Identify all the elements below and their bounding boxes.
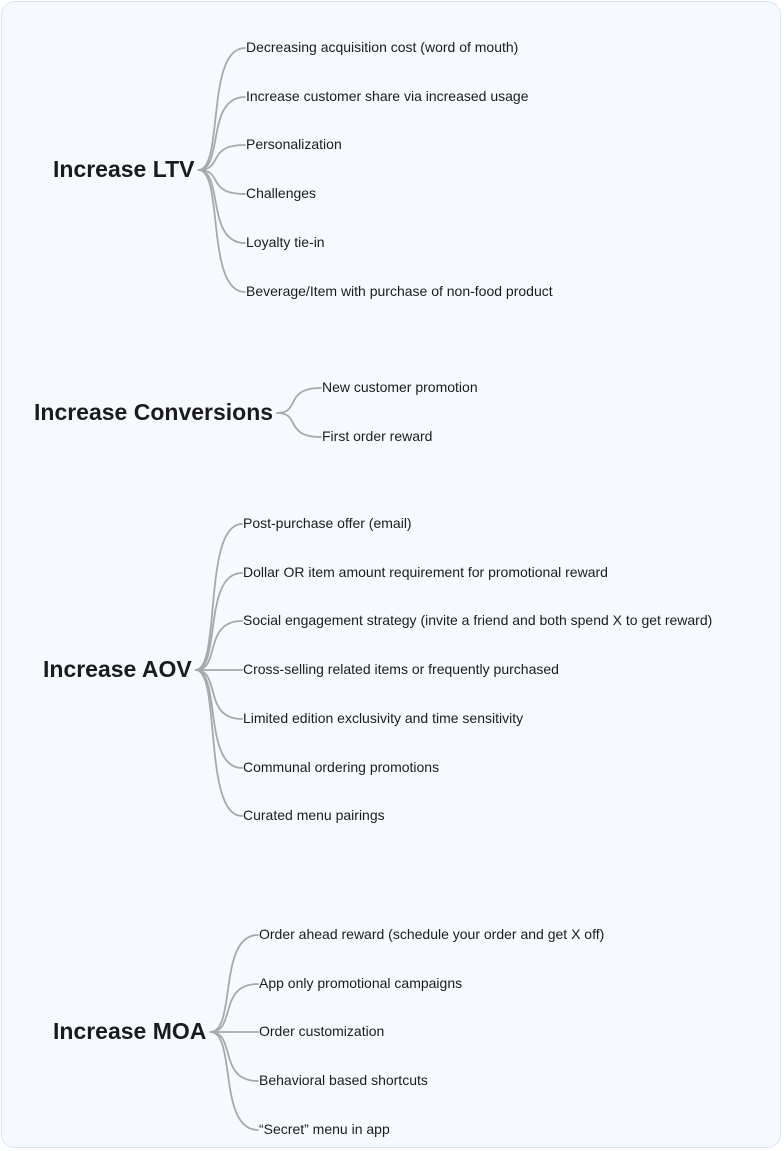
- node-increase-conversions[interactable]: Increase Conversions: [34, 399, 274, 425]
- connector-line: [198, 97, 245, 170]
- leaf-communal-ordering[interactable]: Communal ordering promotions: [243, 759, 440, 775]
- connector-line: [277, 388, 321, 413]
- connector-line: [210, 935, 258, 1032]
- connector-line: [196, 670, 242, 719]
- leaf-dollar-item-requirement[interactable]: Dollar OR item amount requirement for promotional reward: [243, 564, 608, 580]
- leaf-beverage-item[interactable]: Beverage/Item with purchase of non-food product: [246, 283, 553, 299]
- leaf-customer-share[interactable]: Increase customer share via increased usage: [246, 88, 529, 104]
- leaf-challenges[interactable]: Challenges: [246, 185, 317, 201]
- leaf-personalization[interactable]: Personalization: [246, 136, 342, 152]
- leaf-app-only-campaigns[interactable]: App only promotional campaigns: [259, 975, 463, 991]
- node-increase-ltv[interactable]: Increase LTV: [53, 156, 195, 182]
- connector-line: [210, 984, 258, 1032]
- connector-line: [277, 413, 321, 437]
- leaf-curated-pairings[interactable]: Curated menu pairings: [243, 807, 385, 823]
- leaf-acquisition-cost[interactable]: Decreasing acquisition cost (word of mouth): [246, 39, 519, 55]
- connector-line: [198, 170, 245, 243]
- leaf-secret-menu[interactable]: “Secret” menu in app: [259, 1121, 390, 1137]
- node-increase-moa[interactable]: Increase MOA: [53, 1018, 207, 1044]
- leaf-loyalty-tie-in[interactable]: Loyalty tie-in: [246, 234, 325, 250]
- leaf-post-purchase-offer[interactable]: Post-purchase offer (email): [243, 515, 412, 531]
- connector-line: [210, 1032, 258, 1081]
- leaf-social-engagement[interactable]: Social engagement strategy (invite a friend and both spend X to get reward): [243, 612, 713, 628]
- connector-line: [196, 621, 242, 670]
- leaf-order-ahead-reward[interactable]: Order ahead reward (schedule your order and get X off): [259, 926, 605, 942]
- leaf-cross-selling[interactable]: Cross-selling related items or frequently purchased: [243, 661, 559, 677]
- leaf-behavioral-shortcuts[interactable]: Behavioral based shortcuts: [259, 1072, 428, 1088]
- leaf-order-customization[interactable]: Order customization: [259, 1023, 385, 1039]
- mindmap-canvas: [1, 1, 781, 1148]
- leaf-new-customer-promotion[interactable]: New customer promotion: [322, 379, 478, 395]
- leaf-first-order-reward[interactable]: First order reward: [322, 428, 433, 444]
- node-increase-aov[interactable]: Increase AOV: [43, 656, 192, 682]
- leaf-limited-edition[interactable]: Limited edition exclusivity and time sensitivity: [243, 710, 524, 726]
